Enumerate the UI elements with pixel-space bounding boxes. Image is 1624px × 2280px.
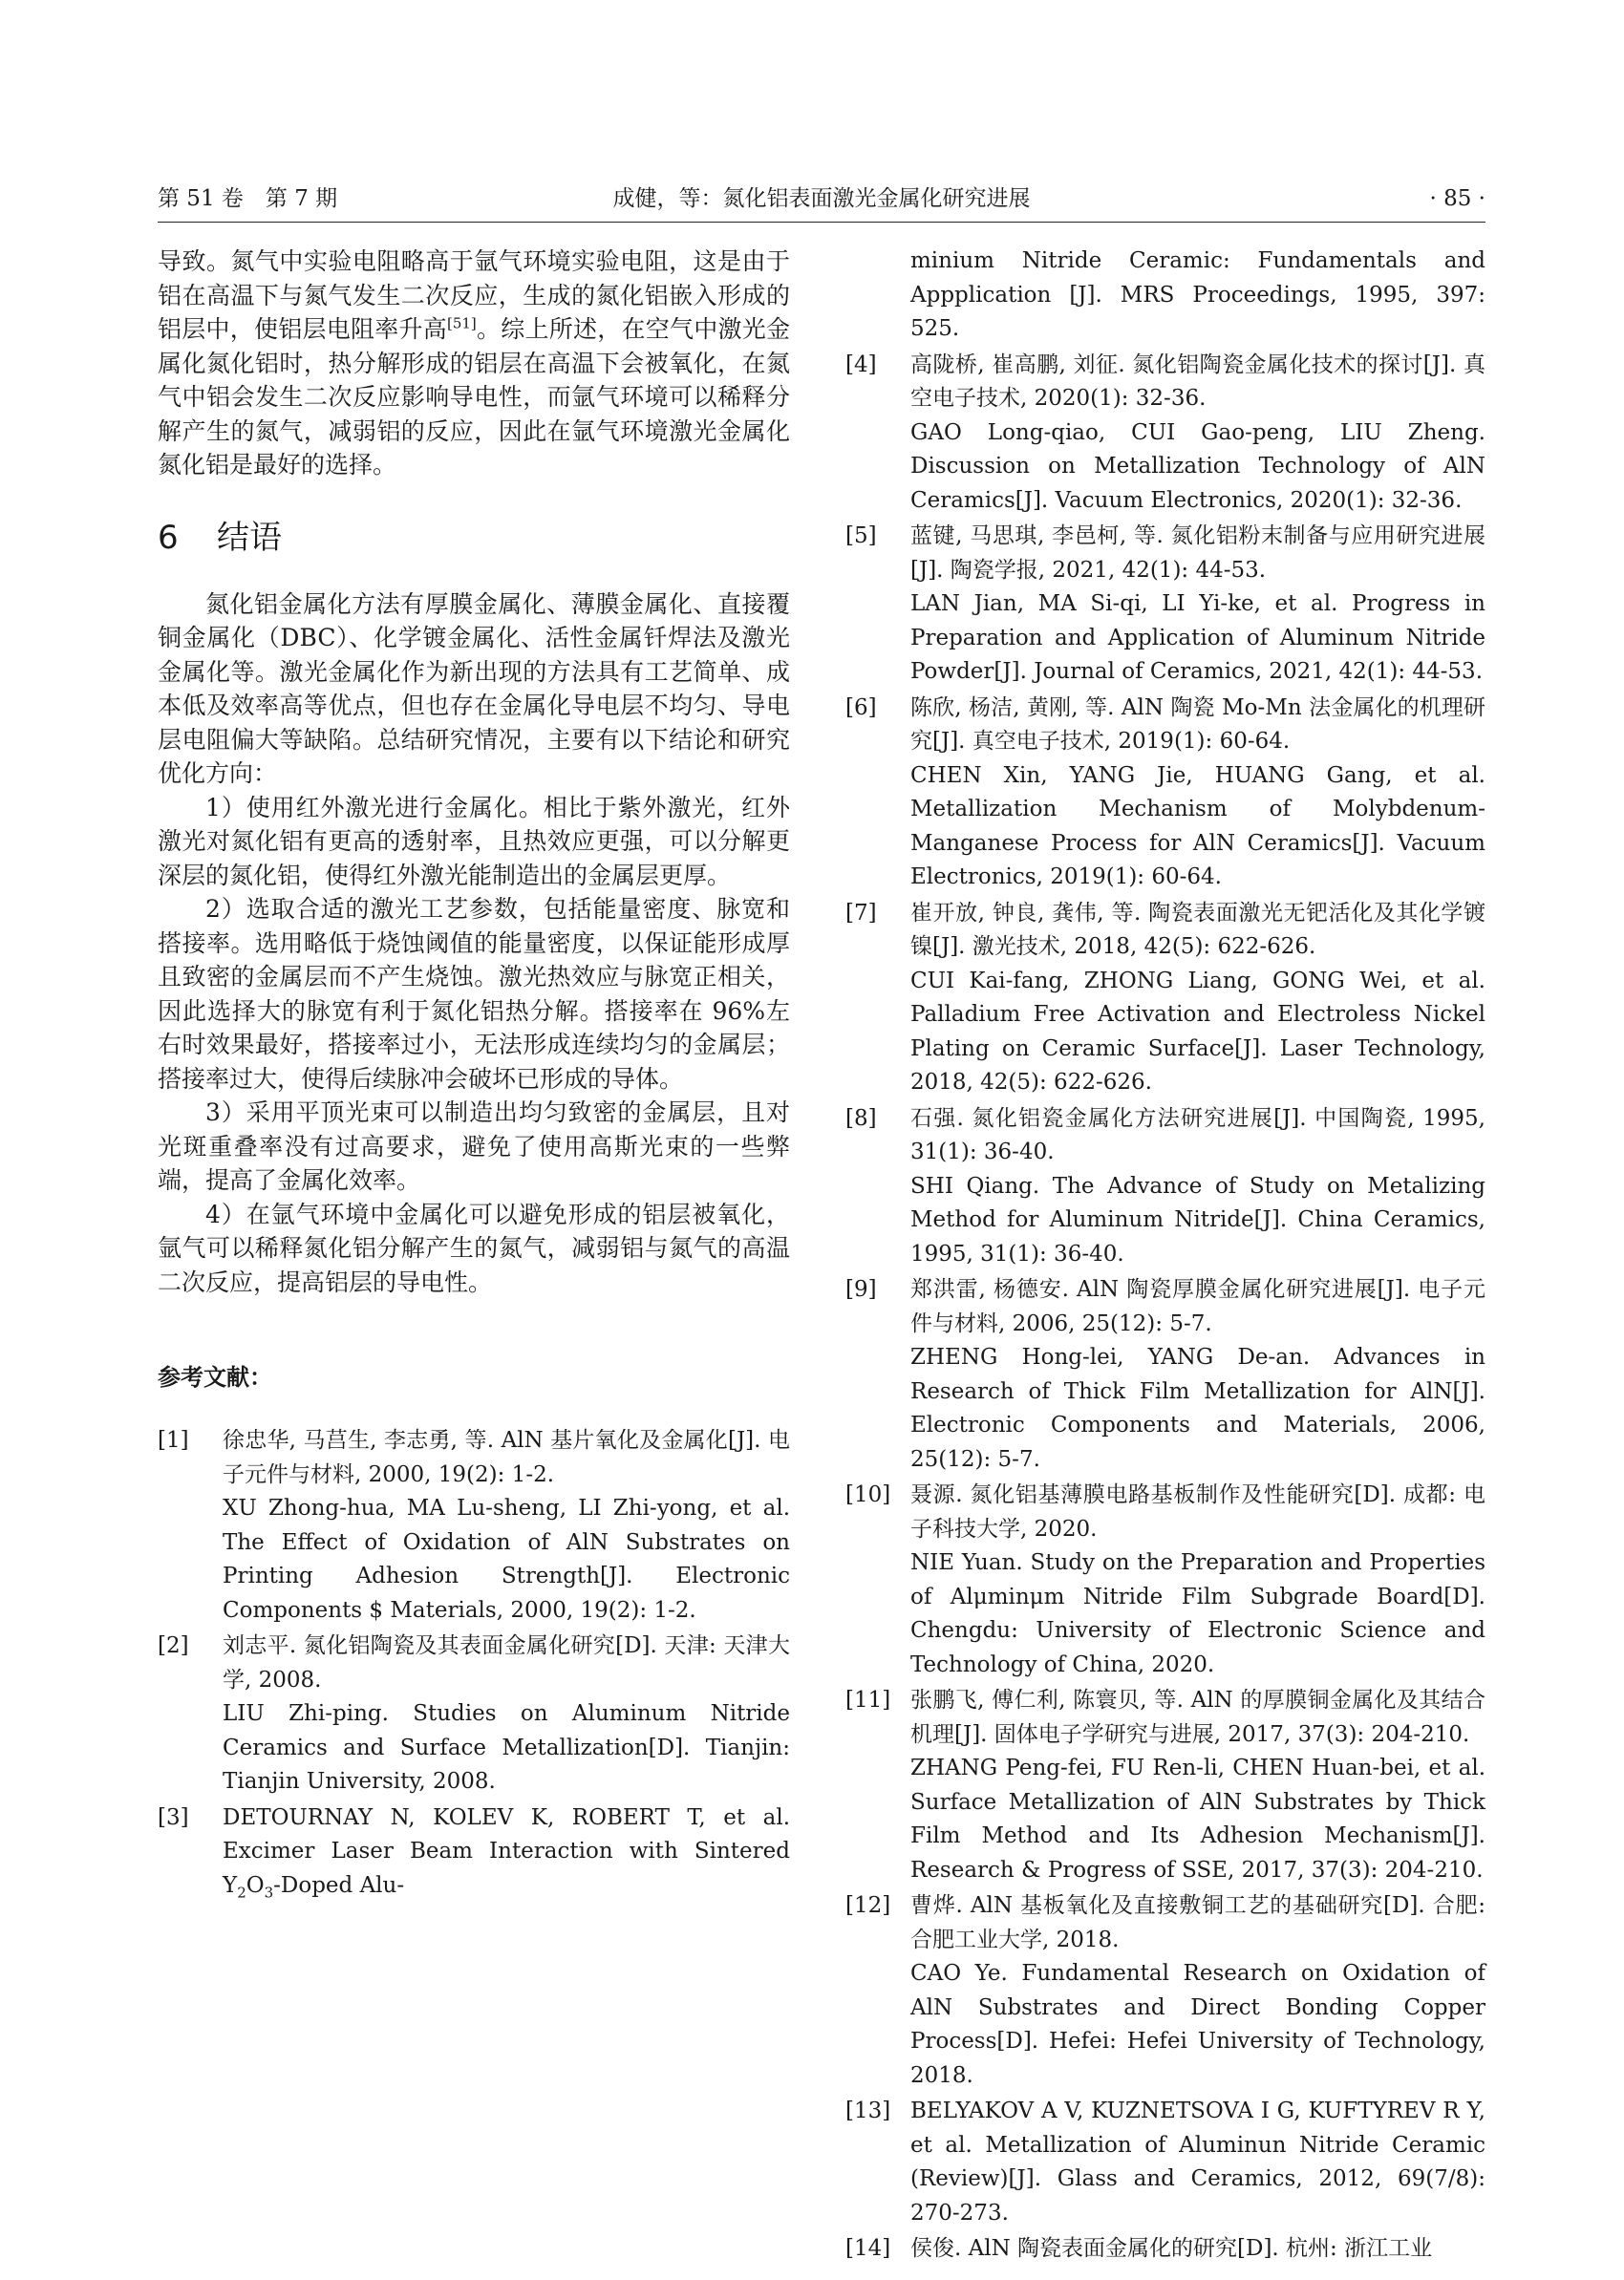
page-number: · 85 · bbox=[1429, 186, 1485, 211]
reference-en bbox=[223, 1801, 790, 1904]
conclusion-paragraph-2: 1）使用红外激光进行金属化。相比于紫外激光，红外激光对氮化铝有更高的透射率，且热效应更强，可以分解更深层的氮化铝，使得红外激光能制造出的金属层更厚。 bbox=[158, 793, 790, 889]
subscript: 3 bbox=[264, 1884, 274, 1902]
reference-number: [8] bbox=[845, 1105, 877, 1131]
reference-en: XU Zhong-hua, MA Lu-sheng, LI Zhi-yong, et al. The Effect of Oxidation of AlN Substrates on Printing Adhesion Strength[J]. Electronic Components $ Materials, 2000, 19(2): 1-2. bbox=[223, 1496, 790, 1623]
reference-cn: 曹烨. AlN 基板氧化及直接敷铜工艺的基础研究[D]. 合肥: 合肥工业大学, 2018. bbox=[910, 1893, 1485, 1952]
reference-number: [12] bbox=[845, 1893, 891, 1918]
reference-item bbox=[158, 1424, 790, 1628]
reference-en: NIE Yuan. Study on the Preparation and Properties of Alμminμm Nitride Film Subgrade Board[D]. Chengdu: University of Electronic Science and Technology of China, 2020. bbox=[910, 1550, 1485, 1677]
reference-number: [7] bbox=[845, 900, 877, 926]
reference-item bbox=[845, 1102, 1485, 1272]
references-heading: 参考文献： bbox=[158, 1364, 272, 1391]
reference-en: ZHANG Peng-fei, FU Ren-li, CHEN Huan-bei, et al. Surface Metallization of AlN Substrates by Thick Film Method and Its Adhesion Mechanism[J]. Research & Progress of SSE, 2017, 37(3): 204-210. bbox=[910, 1756, 1485, 1883]
reference-en-part: O bbox=[246, 1872, 265, 1898]
reference-en: GAO Long-qiao, CUI Gao-peng, LIU Zheng. Discussion on Metallization Technology of AlN Ceramics[J]. Vacuum Electronics, 2020(1): 32-36. bbox=[910, 419, 1485, 513]
reference-item bbox=[158, 1630, 790, 1800]
reference-item bbox=[845, 897, 1485, 1100]
reference-cn: 郑洪雷, 杨德安. AlN 陶瓷厚膜金属化研究进展[J]. 电子元件与材料, 2006, 25(12): 5-7. bbox=[910, 1277, 1485, 1336]
right-column bbox=[845, 245, 1485, 2269]
intro-tail-text: 。综上所述，在空气中激光金属化氮化铝时，热分解形成的铝层在高温下会被氧化，在氮气中铝会发生二次反应影响导电性，而氩气环境可以稀释分解产生的氮气，减弱铝的反应，因此在氩气环境激光金属化氮化铝是最好的选择。 bbox=[158, 315, 790, 479]
reference-en: ZHENG Hong-lei, YANG De-an. Advances in Research of Thick Film Metallization for AlN[J]. Electronic Components and Materials, 2006, 25(12): 5-7. bbox=[910, 1345, 1485, 1472]
reference-number: [3] bbox=[158, 1804, 189, 1830]
reference-number: [13] bbox=[845, 2099, 891, 2123]
reference-number: [9] bbox=[845, 1277, 877, 1302]
reference-number: [10] bbox=[845, 1482, 891, 1507]
reference-item bbox=[845, 349, 1485, 519]
volume-issue: 第 51 卷 第 7 期 bbox=[158, 186, 338, 211]
conclusion-paragraph-1: 氮化铝金属化方法有厚膜金属化、薄膜金属化、直接覆铜金属化（DBC）、化学镀金属化、活性金属钎焊法及激光金属化等。激光金属化作为新出现的方法具有工艺简单、成本低及效率高等优点，但也存在金属化导电层不均匀、导电层电阻偏大等缺陷。总结研究情况，主要有以下结论和研究优化方向： bbox=[158, 589, 790, 787]
reference-cn: 高陇桥, 崔高鹏, 刘征. 氮化铝陶瓷金属化技术的探讨[J]. 真空电子技术, 2020(1): 32-36. bbox=[910, 352, 1485, 411]
section-title: 结语 bbox=[217, 518, 282, 557]
reference-cn: 刘志平. 氮化铝陶瓷及其表面金属化研究[D]. 天津: 天津大学, 2008. bbox=[223, 1633, 790, 1693]
section-number: 6 bbox=[158, 518, 179, 557]
reference-en-part: DETOURNAY N, KOLEV K, ROBERT T, et al. Excimer Laser Beam Interaction with Sintered Y bbox=[223, 1804, 790, 1898]
reference-number: [4] bbox=[845, 352, 877, 377]
reference-number: [6] bbox=[845, 694, 877, 720]
reference-cn: 石强. 氮化铝瓷金属化方法研究进展[J]. 中国陶瓷, 1995, 31(1): 36-40. bbox=[910, 1105, 1485, 1164]
reference-en: BELYAKOV A V, KUZNETSOVA I G, KUFTYREV R Y, et al. Metallization of Aluminun Nitride Ceramic (Review)[J]. Glass and Ceramics, 2012, 69(7/8): 270-273. bbox=[910, 2099, 1485, 2226]
reference-en: LIU Zhi-ping. Studies on Aluminum Nitride Ceramics and Surface Metallization[D]. Tianjin: Tianjin University, 2008. bbox=[223, 1701, 790, 1794]
subscript: 2 bbox=[237, 1884, 246, 1902]
reference-item bbox=[845, 2232, 1485, 2267]
section-heading bbox=[158, 517, 790, 559]
conclusion-paragraph-4: 3）采用平顶光束可以制造出均匀致密的金属层，且对光斑重叠率没有过高要求，避免了使用高斯光束的一些弊端，提高了金属化效率。 bbox=[158, 1098, 790, 1194]
running-header bbox=[158, 180, 1485, 218]
intro-text: 导致。氮气中实验电阻略高于氩气环境实验电阻，这是由于铝在高温下与氮气发生二次反应，生成的氮化铝嵌入形成的铝层中，使铝层电阻率升高 bbox=[158, 247, 790, 343]
reference-item bbox=[845, 1273, 1485, 1477]
reference-cn: 侯俊. AlN 陶瓷表面金属化的研究[D]. 杭州: 浙江工业 bbox=[910, 2236, 1433, 2261]
reference-cn: 蓝键, 马思琪, 李邑柯, 等. 氮化铝粉末制备与应用研究进展[J]. 陶瓷学报, 2021, 42(1): 44-53. bbox=[910, 523, 1485, 583]
reference-cn: 聂源. 氮化铝基薄膜电路基板制作及性能研究[D]. 成都: 电子科技大学, 2020. bbox=[910, 1482, 1485, 1542]
reference-cn: 崔开放, 钟良, 龚伟, 等. 陶瓷表面激光无钯活化及其化学镀镍[J]. 激光技术, 2018, 42(5): 622-626. bbox=[910, 900, 1485, 959]
reference-item-continued bbox=[845, 245, 1485, 347]
reference-en: CUI Kai-fang, ZHONG Liang, GONG Wei, et al. Palladium Free Activation and Electroless Nickel Plating on Ceramic Surface[J]. Laser Technology, 2018, 42(5): 622-626. bbox=[910, 968, 1485, 1095]
reference-number: [2] bbox=[158, 1633, 189, 1658]
reference-item bbox=[845, 2095, 1485, 2230]
header-rule bbox=[158, 222, 1485, 223]
reference-en: CAO Ye. Fundamental Research on Oxidation of AlN Substrates and Direct Bonding Copper Process[D]. Hefei: Hefei University of Technology, 2018. bbox=[910, 1961, 1485, 2088]
left-column bbox=[158, 245, 790, 1905]
reference-en: SHI Qiang. The Advance of Study on Metalizing Method for Aluminum Nitride[J]. China Ceramics, 1995, 31(1): 36-40. bbox=[910, 1173, 1485, 1267]
reference-number: [11] bbox=[845, 1688, 891, 1713]
intro-paragraph bbox=[158, 245, 790, 482]
reference-number: [5] bbox=[845, 523, 877, 548]
conclusion-paragraph-3: 2）选取合适的激光工艺参数，包括能量密度、脉宽和搭接率。选用略低于烧蚀阈值的能量密度，以保证能形成厚且致密的金属层而不产生烧蚀。激光热效应与脉宽正相关，因此选择大的脉宽有利于氮化铝热分解。搭接率在 96%左右时效果最好，搭接率过小，无法形成连续均匀的金属层；搭接率过大，使得后续脉冲会破坏已形成的导体。 bbox=[158, 895, 790, 1093]
reference-cn: 陈欣, 杨洁, 黄刚, 等. AlN 陶瓷 Mo-Mn 法金属化的机理研究[J]. 真空电子技术, 2019(1): 60-64. bbox=[910, 694, 1485, 754]
citation: [51] bbox=[446, 314, 477, 332]
reference-en: CHEN Xin, YANG Jie, HUANG Gang, et al. Metallization Mechanism of Molybdenum-Manganese Process for AlN Ceramics[J]. Vacuum Electronics, 2019(1): 60-64. bbox=[910, 762, 1485, 889]
reference-cn: 张鹏飞, 傅仁利, 陈寰贝, 等. AlN 的厚膜铜金属化及其结合机理[J]. 固体电子学研究与进展, 2017, 37(3): 204-210. bbox=[910, 1688, 1485, 1747]
reference-en: minium Nitride Ceramic: Fundamentals and Appplication [J]. MRS Proceedings, 1995, 397: 525. bbox=[910, 248, 1485, 341]
reference-item bbox=[845, 520, 1485, 690]
reference-number: [14] bbox=[845, 2236, 891, 2261]
reference-en: LAN Jian, MA Si-qi, LI Yi-ke, et al. Progress in Preparation and Application of Aluminum Nitride Powder[J]. Journal of Ceramics, 2021, 42(1): 44-53. bbox=[910, 591, 1485, 684]
reference-item bbox=[158, 1801, 790, 1904]
reference-item bbox=[845, 1479, 1485, 1682]
conclusion-paragraph-5: 4）在氩气环境中金属化可以避免形成的铝层被氧化，氩气可以稀释氮化铝分解产生的氮气，减弱铝与氮气的高温二次反应，提高铝层的导电性。 bbox=[158, 1200, 790, 1296]
running-title: 成健，等：氮化铝表面激光金属化研究进展 bbox=[612, 186, 1031, 211]
reference-cn: 徐忠华, 马莒生, 李志勇, 等. AlN 基片氧化及金属化[J]. 电子元件与材料, 2000, 19(2): 1-2. bbox=[223, 1428, 790, 1487]
reference-number: [1] bbox=[158, 1428, 189, 1453]
reference-item bbox=[845, 1684, 1485, 1887]
reference-en-part: -Doped Alu- bbox=[273, 1872, 405, 1898]
reference-item bbox=[845, 1889, 1485, 2093]
reference-item bbox=[845, 692, 1485, 895]
